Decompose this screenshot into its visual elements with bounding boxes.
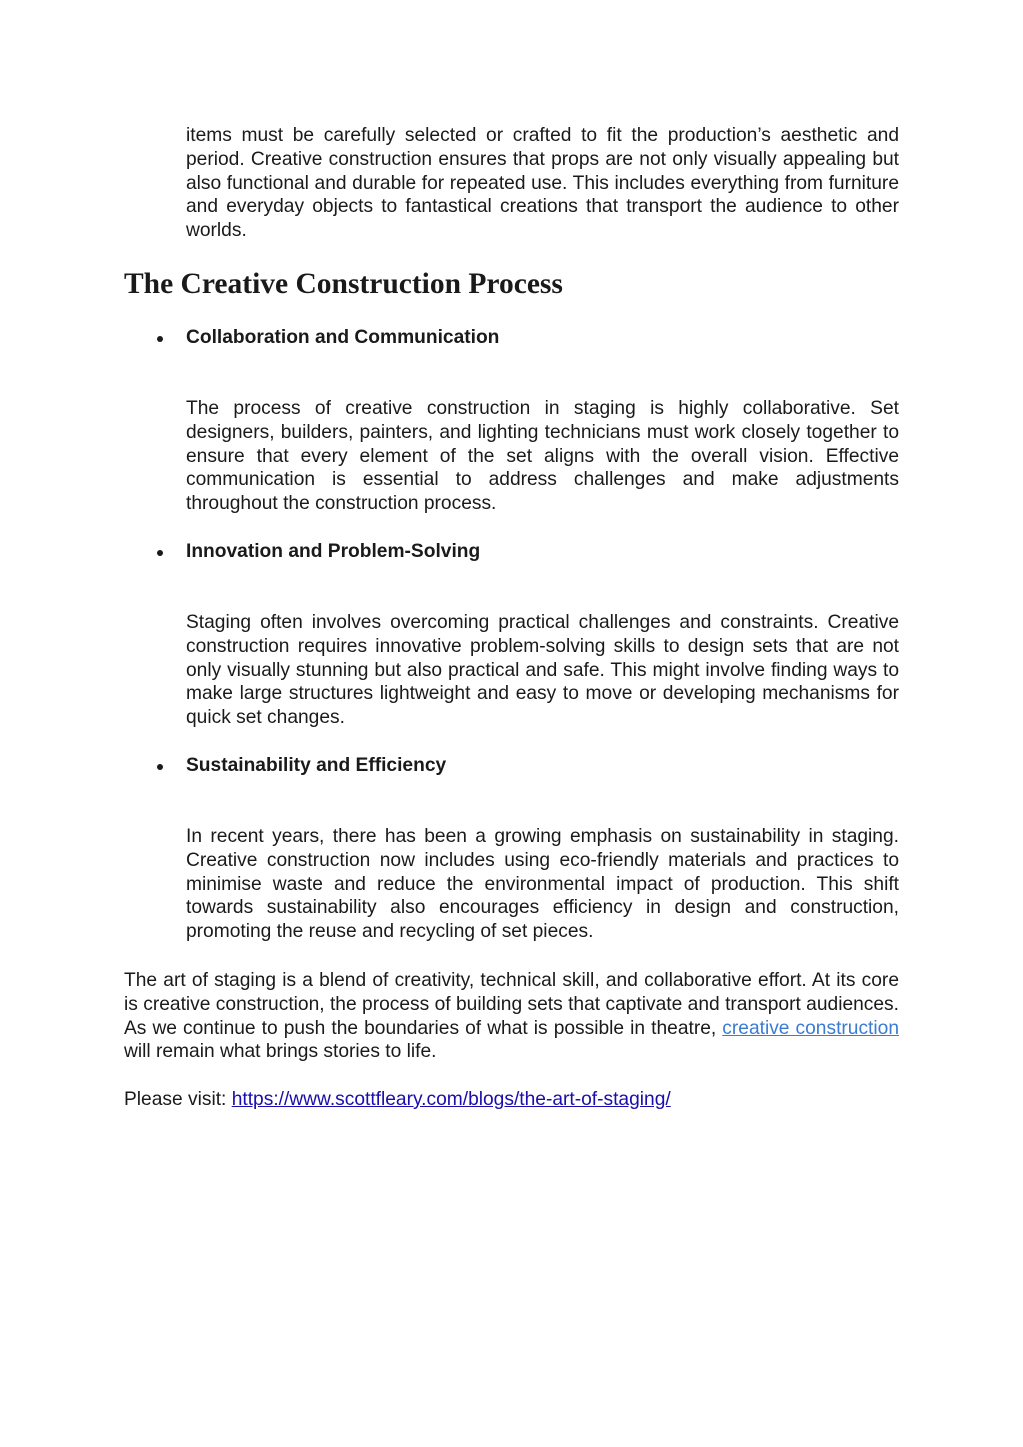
- conclusion-text-end: will remain what brings stories to life.: [124, 1041, 437, 1063]
- bullet-body: The process of creative construction in staging is highly collaborative. Set designers, builders, painters, and lighting technicians must work closely together to ensure that every element of the set aligns with the overall vision. Effective communication is essential to address challenges and make adjustments throughout the construction process.: [186, 398, 899, 515]
- source-url-link[interactable]: https://www.scottfleary.com/blogs/the-art-of-staging/: [231, 1089, 671, 1110]
- visit-line: [124, 1088, 899, 1112]
- visit-label: Please visit:: [124, 1089, 232, 1110]
- bullet-icon: [157, 550, 163, 556]
- bullet-body: Staging often involves overcoming practical challenges and constraints. Creative construction requires innovative problem-solving skills to design sets that are not only visually stunning but also practical and safe. This might involve finding ways to make large structures lightweight and easy to move or developing mechanisms for quick set changes.: [186, 612, 899, 729]
- bullet-title: Sustainability and Efficiency: [186, 755, 447, 776]
- bullet-title: Innovation and Problem-Solving: [186, 541, 481, 562]
- list-item: [0, 326, 1023, 352]
- bullet-icon: [157, 764, 163, 770]
- conclusion-text: The art of staging is a blend of creativity, technical skill, and collaborative effort. At its core is creative construction, the process of building sets that captivate and transport audiences. As we continue to push the boundaries of what is possible in theatre,: [124, 970, 899, 1039]
- section-heading: The Creative Construction Process: [124, 268, 563, 300]
- conclusion-paragraph: [124, 969, 899, 1064]
- bullet-body: In recent years, there has been a growing emphasis on sustainability in staging. Creative construction now includes using eco-friendly materials and practices to minimise waste and reduce the environmental impact of production. This shift towards sustainability also encourages efficiency in design and construction, promoting the reuse and recycling of set pieces.: [186, 826, 899, 943]
- bullet-icon: [157, 336, 163, 342]
- bullet-title: Collaboration and Communication: [186, 327, 500, 348]
- creative-construction-link[interactable]: creative construction: [722, 1017, 899, 1039]
- list-item: [0, 540, 1023, 566]
- intro-paragraph: items must be carefully selected or crafted to fit the production’s aesthetic and period. Creative construction ensures that props are not only visually appealing but also functional and durable for repeated use. This includes everything from furniture and everyday objects to fantastical creations that transport the audience to other worlds.: [186, 125, 899, 242]
- list-item: [0, 754, 1023, 780]
